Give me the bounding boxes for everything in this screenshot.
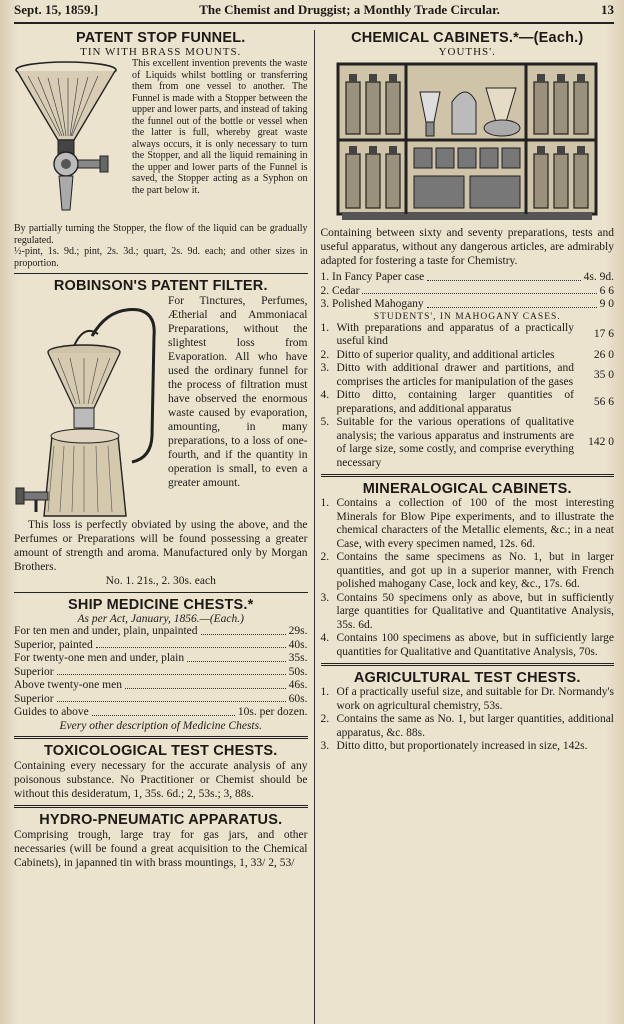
ship-title: SHIP MEDICINE CHESTS.* — [68, 597, 254, 613]
list-item: 1. Of a practically useful size, and suitable for Dr. Normandy's work on agricultural chemistry, 53s. — [320, 686, 614, 712]
divider — [14, 273, 308, 274]
price-row: Superior 60s. — [14, 692, 308, 705]
price-row: 2. Cedar 6 6 — [320, 284, 614, 297]
agri-ad — [321, 670, 615, 754]
funnel-title: PATENT STOP FUNNEL. — [76, 30, 246, 46]
toxic-ad — [14, 743, 308, 801]
students-subtitle: STUDENTS', IN MAHOGANY CASES. — [373, 311, 561, 322]
price-row: Guides to above 10s. per dozen. — [14, 706, 308, 718]
funnel-subtitle: TIN WITH BRASS MOUNTS. — [80, 46, 242, 58]
list-item: 3. Ditto ditto, but proportionately increased in size, 142s. — [320, 740, 588, 752]
price-row: 1. In Fancy Paper case 4s. 9d. — [320, 271, 614, 283]
price-row: For twenty-one men and under, plain 35s. — [14, 652, 308, 664]
funnel-ad — [14, 30, 308, 269]
divider — [321, 663, 615, 666]
funnel-note: By partially turning the Stopper, the flow of the liquid can be gradually regulated. — [14, 223, 308, 246]
mineral-ad — [321, 481, 615, 659]
toxic-body: Containing every necessary for the accurate analysis of any poisonous substance. No Practitioner or Chemist should be without this desideratum, 1, 35s. 6d.; 2, 53s.; 3, 88s. — [14, 759, 308, 800]
page-number: 13 — [601, 2, 614, 17]
cabinets-subtitle: YOUTHS'. — [438, 46, 496, 58]
toxic-title: TOXICOLOGICAL TEST CHESTS. — [44, 742, 278, 759]
left-column — [14, 30, 314, 1024]
funnel-prices: ½-pint, 1s. 9d.; pint, 2s. 3d.; quart, 2s. 9d. each; and other sizes in proportion. — [14, 246, 308, 269]
list-item: 3. Contains 50 specimens only as above, but in sufficiently large quantities for Qualitative and Quantitative Analysis, 35s. 6d. — [320, 591, 614, 631]
filter-title: ROBINSON'S PATENT FILTER. — [53, 278, 268, 294]
price-row: Superior, painted 40s. — [14, 638, 308, 651]
right-column — [314, 30, 615, 1024]
funnel-illustration — [14, 60, 126, 220]
mineral-list — [321, 497, 615, 659]
list-item: 2. Ditto of superior quality, and additional articles 26 0 — [320, 348, 614, 361]
divider — [14, 805, 308, 808]
hydro-title: HYDRO-PNEUMATIC APPARATUS. — [39, 811, 283, 828]
header-date: Sept. 15, 1859.] — [14, 2, 99, 17]
list-item: 3. Ditto with additional drawer and partitions, and comprises the articles for manipulation of the gases 35 0 — [320, 362, 614, 388]
filter-body: For Tinctures, Perfumes, Ætherial and Ammoniacal Preparations, without the slightest loss from Evaporation. All who have used the ordinary funnel for the process of filtration must have observed the enormous waste caused by evaporation, amounting, in many preparations, to a loss of one-fourth, and if the quantity in operation is small, to even a greater amount. — [168, 295, 308, 489]
divider — [321, 474, 615, 477]
ship-footer: Every other description of Medicine Chests. — [59, 719, 262, 732]
hydro-body: Comprising trough, large tray for gas jars, and other necessaries (will be found a great acquisition to the Chemical Cabinets), in japanned tin with brass mountings, 1, 33/ 2, 53/ — [14, 828, 308, 869]
mineral-title: MINERALOGICAL CABINETS. — [362, 481, 572, 497]
price-row: Above twenty-one men 46s. — [14, 679, 308, 691]
filter-ad — [14, 278, 308, 588]
funnel-body: This excellent invention prevents the waste of Liquids whilst bottling or transferring them from one vessel to another. The Funnel is made with a Stopper between the upper and lower parts, and instead of taking the funnel out of the bottle or vessel when the latter is full, whereby great waste always occurs, it is only necessary to turn the Stopper, and all the liquid remaining in the upper and lower parts of the Funnel is saved, the Stopper acting as a Syphon on the part below it. — [132, 58, 308, 196]
price-row: For ten men and under, plain, unpainted 29s. — [14, 625, 308, 637]
cabinets-intro: Containing between sixty and seventy preparations, tests and useful apparatus, without any dangerous articles, are admirably adapted for fostering a taste for Chemistry. — [320, 227, 614, 267]
list-item: 5. Suitable for the various operations of qualitative analysis; the various apparatus and instruments are of large size, some costly, and comprise everything necessary 142 0 — [320, 416, 614, 469]
list-item: 2. Contains the same as No. 1, but larger quantities, additional apparatus, &c. 88s. — [320, 713, 614, 739]
filter-body-2: This loss is perfectly obviated by using the above, and the Perfumes or Preparations will be found possessing a greater amount of strength and aroma. Manufactured only by Morgan Brothers. — [14, 519, 308, 573]
filter-prices: No. 1. 21s., 2. 30s. each — [105, 575, 216, 587]
filter-illustration — [14, 296, 162, 518]
ship-ad — [14, 597, 308, 732]
agri-list — [321, 686, 615, 754]
agri-title: AGRICULTURAL TEST CHESTS. — [353, 670, 581, 686]
list-item: 4. Contains 100 specimens as above, but in sufficiently large quantities for Qualitative and Quantitative Analysis, 70s. — [320, 632, 614, 658]
header-title: The Chemist and Druggist; a Monthly Trade Circular. — [199, 2, 500, 17]
list-item: 1. With preparations and apparatus of a practically useful kind 17 6 — [320, 321, 614, 347]
cabinets-title: CHEMICAL CABINETS.*—(Each.) — [351, 30, 584, 46]
divider — [14, 736, 308, 739]
list-item: 4. Ditto ditto, containing larger quantities of preparations, and additional apparatus 56 6 — [320, 389, 614, 415]
youths-price-list — [321, 271, 615, 312]
divider — [14, 592, 308, 593]
cabinets-ad — [321, 30, 615, 470]
running-header — [14, 0, 614, 24]
list-item: 1. Contains a collection of 100 of the most interesting Minerals for Blow Pipe experiments, and to illustrate the chemical characters of the Metallic elements, &c.; in a neat Case, with every specimen named, 12s. 6d. — [320, 497, 614, 550]
students-list — [321, 322, 615, 471]
ship-price-list — [14, 625, 308, 720]
cabinet-illustration — [336, 62, 598, 222]
price-row: Superior 50s. — [14, 665, 308, 678]
ship-subtitle: As per Act, January, 1856.—(Each.) — [77, 613, 244, 625]
list-item: 2. Contains the same specimens as No. 1, but in larger quantities, and got up in a superior manner, with French polished mahogany Case, lock and key, &c., 17s. 6d. — [320, 551, 614, 590]
price-row: 3. Polished Mahogany 9 0 — [320, 298, 614, 310]
hydro-ad — [14, 812, 308, 870]
